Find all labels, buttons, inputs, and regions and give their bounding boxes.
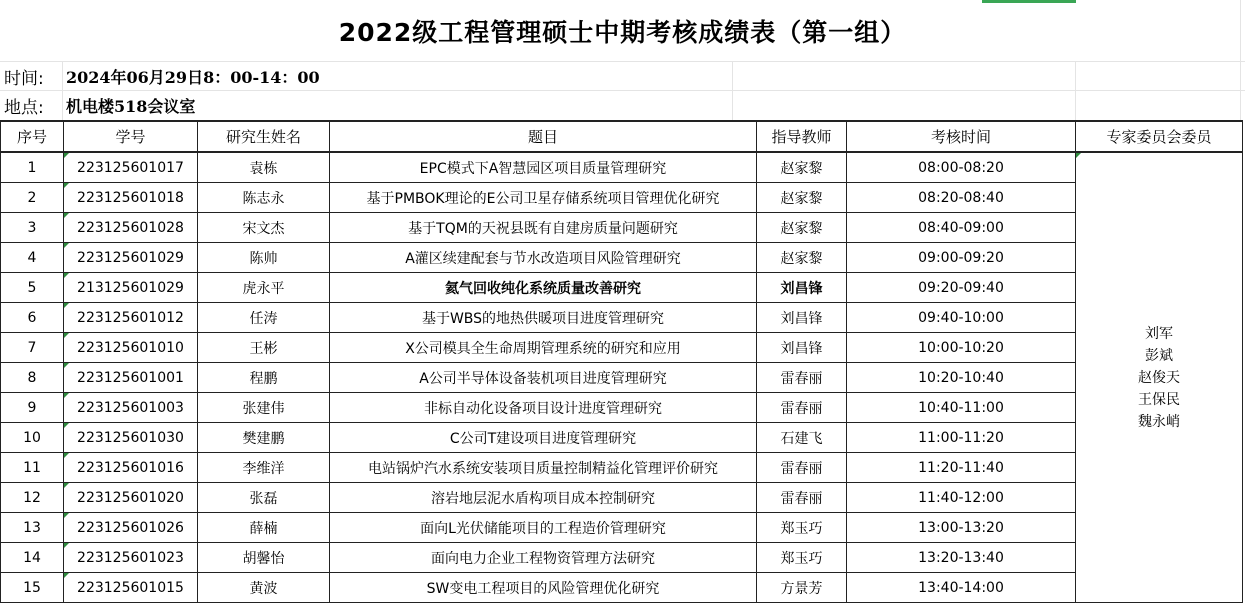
table-row — [1, 243, 1243, 273]
table-row — [1, 303, 1243, 333]
header-time[interactable]: 考核时间 — [847, 121, 1076, 152]
table-row — [1, 213, 1243, 243]
cell-note-indicator — [64, 303, 69, 308]
cell-time[interactable]: 11:40-12:00 — [847, 483, 1076, 513]
cell-topic[interactable]: 基于WBS的地热供暖项目进度管理研究 — [330, 303, 757, 333]
committee-members-cell[interactable] — [1076, 152, 1243, 603]
cell-topic[interactable]: 基于PMBOK理论的E公司卫星存储系统项目管理优化研究 — [330, 183, 757, 213]
committee-member: 赵俊天 — [1138, 369, 1180, 386]
cell-seq[interactable]: 1 — [1, 152, 64, 183]
cell-time[interactable]: 11:20-11:40 — [847, 453, 1076, 483]
cell-seq[interactable]: 7 — [1, 333, 64, 363]
time-value[interactable]: 2024年06月29日8：00-14：00 — [66, 67, 320, 87]
cell-student-id[interactable]: 213125601029 — [64, 273, 198, 303]
cell-student-id[interactable]: 223125601001 — [64, 363, 198, 393]
cell-topic[interactable]: 电站锅炉汽水系统安装项目质量控制精益化管理评价研究 — [330, 453, 757, 483]
cell-advisor[interactable]: 雷春丽 — [757, 363, 847, 393]
cell-seq[interactable]: 3 — [1, 213, 64, 243]
cell-note-indicator — [64, 513, 69, 518]
cell-name[interactable]: 宋文杰 — [198, 213, 330, 243]
cell-time[interactable]: 13:20-13:40 — [847, 543, 1076, 573]
table-row — [1, 513, 1243, 543]
cell-seq[interactable]: 8 — [1, 363, 64, 393]
cell-note-indicator — [1076, 153, 1081, 158]
cell-topic[interactable]: A公司半导体设备装机项目进度管理研究 — [330, 363, 757, 393]
committee-member: 魏永峭 — [1138, 413, 1180, 430]
cell-note-indicator — [64, 363, 69, 368]
table-row — [1, 483, 1243, 513]
cell-topic[interactable]: 非标自动化设备项目设计进度管理研究 — [330, 393, 757, 423]
header-committee[interactable]: 专家委员会委员 — [1076, 121, 1243, 152]
table-row — [1, 152, 1243, 183]
cell-topic[interactable]: EPC模式下A智慧园区项目质量管理研究 — [330, 152, 757, 183]
table-row — [1, 183, 1243, 213]
cell-student-id[interactable]: 223125601012 — [64, 303, 198, 333]
cell-time[interactable]: 10:40-11:00 — [847, 393, 1076, 423]
cell-note-indicator — [64, 453, 69, 458]
cell-student-id[interactable]: 223125601016 — [64, 453, 198, 483]
table-row — [1, 543, 1243, 573]
cell-name[interactable]: 任涛 — [198, 303, 330, 333]
table-row — [1, 393, 1243, 423]
cell-seq[interactable]: 6 — [1, 303, 64, 333]
cell-advisor[interactable]: 雷春丽 — [757, 393, 847, 423]
cell-seq[interactable]: 9 — [1, 393, 64, 423]
cell-note-indicator — [64, 153, 69, 158]
cell-student-id[interactable]: 223125601003 — [64, 393, 198, 423]
cell-seq[interactable]: 12 — [1, 483, 64, 513]
table-row — [1, 573, 1243, 603]
place-row — [0, 91, 195, 119]
cell-topic[interactable]: 基于TQM的天祝县既有自建房质量问题研究 — [330, 213, 757, 243]
cell-seq[interactable]: 4 — [1, 243, 64, 273]
cell-topic[interactable]: X公司模具全生命周期管理系统的研究和应用 — [330, 333, 757, 363]
cell-name[interactable]: 王彬 — [198, 333, 330, 363]
cell-name[interactable]: 张磊 — [198, 483, 330, 513]
cell-name[interactable]: 张建伟 — [198, 393, 330, 423]
cell-advisor[interactable]: 刘昌锋 — [757, 303, 847, 333]
table-row — [1, 273, 1243, 303]
table-row — [1, 453, 1243, 483]
cell-note-indicator — [64, 183, 69, 188]
cell-advisor[interactable]: 石建飞 — [757, 423, 847, 453]
cell-student-id[interactable]: 223125601017 — [64, 152, 198, 183]
cell-seq[interactable]: 2 — [1, 183, 64, 213]
cell-seq[interactable]: 10 — [1, 423, 64, 453]
cell-name[interactable]: 李维洋 — [198, 453, 330, 483]
cell-advisor[interactable]: 郑玉巧 — [757, 513, 847, 543]
time-row — [0, 62, 320, 90]
cell-note-indicator — [64, 213, 69, 218]
cell-seq[interactable]: 5 — [1, 273, 64, 303]
cell-note-indicator — [64, 393, 69, 398]
cell-time[interactable]: 08:20-08:40 — [847, 183, 1076, 213]
cell-advisor[interactable]: 雷春丽 — [757, 453, 847, 483]
cell-student-id[interactable]: 223125601015 — [64, 573, 198, 603]
header-topic[interactable]: 题目 — [330, 121, 757, 152]
cell-name[interactable]: 薛楠 — [198, 513, 330, 543]
header-advisor[interactable]: 指导教师 — [757, 121, 847, 152]
committee-member: 王保民 — [1138, 391, 1180, 408]
cell-note-indicator — [64, 423, 69, 428]
cell-topic[interactable]: 溶岩地层泥水盾构项目成本控制研究 — [330, 483, 757, 513]
cell-advisor[interactable]: 郑玉巧 — [757, 543, 847, 573]
score-table — [0, 120, 1243, 603]
cell-note-indicator — [64, 573, 69, 578]
cell-time[interactable]: 10:20-10:40 — [847, 363, 1076, 393]
gridline — [732, 62, 733, 120]
cell-student-id[interactable]: 223125601023 — [64, 543, 198, 573]
cell-name[interactable]: 程鹏 — [198, 363, 330, 393]
cell-time[interactable]: 09:40-10:00 — [847, 303, 1076, 333]
cell-time[interactable]: 08:40-09:00 — [847, 213, 1076, 243]
cell-name[interactable]: 黄波 — [198, 573, 330, 603]
cell-time[interactable]: 10:00-10:20 — [847, 333, 1076, 363]
cell-name[interactable]: 樊建鹏 — [198, 423, 330, 453]
cell-student-id[interactable]: 223125601028 — [64, 213, 198, 243]
cell-advisor[interactable]: 刘昌锋 — [757, 273, 847, 303]
cell-note-indicator — [64, 543, 69, 548]
cell-topic[interactable]: A灌区续建配套与节水改造项目风险管理研究 — [330, 243, 757, 273]
cell-time[interactable]: 13:00-13:20 — [847, 513, 1076, 543]
cell-name[interactable]: 胡馨怡 — [198, 543, 330, 573]
cell-topic[interactable]: 面向电力企业工程物资管理方法研究 — [330, 543, 757, 573]
cell-note-indicator — [64, 333, 69, 338]
cell-time[interactable]: 13:40-14:00 — [847, 573, 1076, 603]
cell-time[interactable]: 09:20-09:40 — [847, 273, 1076, 303]
cell-name[interactable]: 陈志永 — [198, 183, 330, 213]
header-row — [1, 121, 1243, 152]
cell-advisor[interactable]: 刘昌锋 — [757, 333, 847, 363]
cell-student-id[interactable]: 223125601029 — [64, 243, 198, 273]
table-row — [1, 363, 1243, 393]
cell-name[interactable]: 陈帅 — [198, 243, 330, 273]
cell-seq[interactable]: 11 — [1, 453, 64, 483]
cell-note-indicator — [64, 273, 69, 278]
cell-seq[interactable]: 13 — [1, 513, 64, 543]
cell-time[interactable]: 11:00-11:20 — [847, 423, 1076, 453]
gridline — [1075, 62, 1076, 120]
header-seq[interactable]: 序号 — [1, 121, 64, 152]
table-row — [1, 333, 1243, 363]
time-label[interactable]: 时间: — [4, 68, 44, 89]
cell-time[interactable]: 08:00-08:20 — [847, 152, 1076, 183]
cell-student-id[interactable]: 223125601020 — [64, 483, 198, 513]
committee-member: 彭斌 — [1145, 347, 1173, 364]
cell-advisor[interactable]: 赵家黎 — [757, 183, 847, 213]
cell-time[interactable]: 09:00-09:20 — [847, 243, 1076, 273]
cell-topic[interactable]: 面向L光伏储能项目的工程造价管理研究 — [330, 513, 757, 543]
cell-student-id[interactable]: 223125601026 — [64, 513, 198, 543]
cell-student-id[interactable]: 223125601010 — [64, 333, 198, 363]
sheet-title[interactable]: 2022级工程管理硕士中期考核成绩表（第一组） — [338, 18, 907, 47]
cell-note-indicator — [64, 243, 69, 248]
header-name[interactable]: 研究生姓名 — [198, 121, 330, 152]
cell-name[interactable]: 袁栋 — [198, 152, 330, 183]
header-student-id[interactable]: 学号 — [64, 121, 198, 152]
cell-student-id[interactable]: 223125601018 — [64, 183, 198, 213]
place-label[interactable]: 地点: — [4, 97, 44, 118]
cell-student-id[interactable]: 223125601030 — [64, 423, 198, 453]
cell-note-indicator — [64, 483, 69, 488]
cell-name[interactable]: 虎永平 — [198, 273, 330, 303]
table-row — [1, 423, 1243, 453]
committee-member: 刘军 — [1145, 325, 1173, 342]
cell-advisor[interactable]: 方景芳 — [757, 573, 847, 603]
cell-seq[interactable]: 15 — [1, 573, 64, 603]
cell-advisor[interactable]: 赵家黎 — [757, 213, 847, 243]
cell-advisor[interactable]: 赵家黎 — [757, 243, 847, 273]
cell-topic[interactable]: C公司T建设项目进度管理研究 — [330, 423, 757, 453]
place-value[interactable]: 机电楼518会议室 — [66, 96, 196, 116]
cell-seq[interactable]: 14 — [1, 543, 64, 573]
cell-topic[interactable]: 氦气回收纯化系统质量改善研究 — [330, 273, 757, 303]
cell-advisor[interactable]: 雷春丽 — [757, 483, 847, 513]
cell-topic[interactable]: SW变电工程项目的风险管理优化研究 — [330, 573, 757, 603]
cell-advisor[interactable]: 赵家黎 — [757, 152, 847, 183]
